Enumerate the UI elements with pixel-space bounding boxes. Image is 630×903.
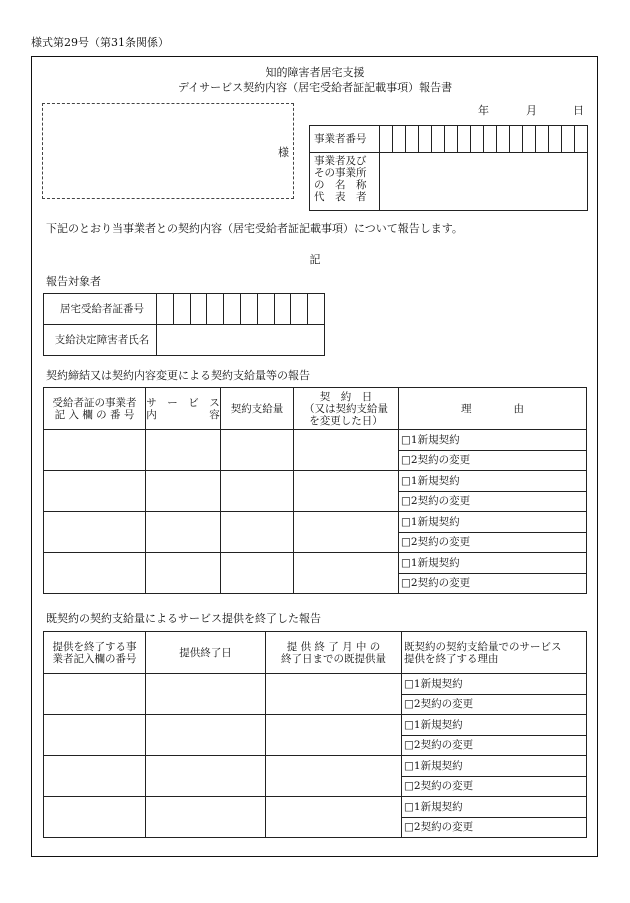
header-line: 既契約の契約支給量でのサービス <box>404 640 562 653</box>
col-header-cert-entry-number <box>44 388 146 430</box>
header-line: 記 入 欄 の 番 号 <box>54 408 135 421</box>
provider-name-label <box>310 153 380 211</box>
table-cell[interactable] <box>44 715 146 756</box>
cert-number-digit[interactable] <box>157 294 174 325</box>
table-cell[interactable] <box>221 430 294 471</box>
provider-name-label-line: その事業所 <box>314 167 367 179</box>
table-cell[interactable] <box>146 797 266 838</box>
col-header-contract-date <box>294 388 399 430</box>
subjects-table <box>43 293 325 356</box>
table-cell[interactable] <box>44 553 146 594</box>
reason-option-new-contract[interactable]: □1新規契約 <box>399 430 587 451</box>
provider-number-digit[interactable] <box>458 126 471 153</box>
reason-option-new-contract[interactable]: □1新規契約 <box>402 715 587 736</box>
reason-option-contract-change[interactable]: □2契約の変更 <box>399 532 587 553</box>
provider-number-digit[interactable] <box>380 126 393 153</box>
header-line: 提 供 終 了 月 中 の <box>286 640 381 653</box>
provider-name-label-line: 代 表 者 <box>314 191 367 203</box>
reason-option-contract-change[interactable]: □2契約の変更 <box>402 776 587 797</box>
reason-option-new-contract[interactable]: □1新規契約 <box>402 797 587 818</box>
table-cell[interactable] <box>266 674 402 715</box>
section1-heading: 契約締結又は契約内容変更による契約支給量等の報告 <box>46 369 310 382</box>
reason-option-contract-change[interactable]: □2契約の変更 <box>399 573 587 594</box>
provider-number-digit[interactable] <box>393 126 406 153</box>
col-header-end-date: 提供終了日 <box>146 632 266 674</box>
table-cell[interactable] <box>221 471 294 512</box>
table-cell[interactable] <box>266 756 402 797</box>
provider-number-digit[interactable] <box>445 126 458 153</box>
intro-text: 下記のとおり当事業者との契約内容（居宅受給者証記載事項）について報告します。 <box>46 222 463 235</box>
table-cell[interactable] <box>266 715 402 756</box>
provider-number-digit[interactable] <box>497 126 510 153</box>
provider-name-field[interactable] <box>380 153 588 211</box>
provider-number-digit[interactable] <box>562 126 575 153</box>
reason-option-new-contract[interactable]: □1新規契約 <box>402 756 587 777</box>
header-line: を変更した日） <box>309 414 383 427</box>
cert-number-digit[interactable] <box>173 294 190 325</box>
reason-option-contract-change[interactable]: □2契約の変更 <box>399 491 587 512</box>
table-cell[interactable] <box>266 797 402 838</box>
reason-option-contract-change[interactable]: □2契約の変更 <box>402 735 587 756</box>
table-cell[interactable] <box>44 674 146 715</box>
table-cell[interactable] <box>146 430 221 471</box>
provider-number-digit[interactable] <box>510 126 523 153</box>
section2-heading: 既契約の契約支給量によるサービス提供を終了した報告 <box>46 612 321 625</box>
header-line: 業者記入欄の番号 <box>52 652 137 665</box>
table-cell[interactable] <box>294 553 399 594</box>
cert-number-digit[interactable] <box>274 294 291 325</box>
ki-label: 記 <box>309 253 321 266</box>
reason-option-new-contract[interactable]: □1新規契約 <box>399 512 587 533</box>
cert-number-label: 居宅受給者証番号 <box>44 294 157 325</box>
recipient-name-field[interactable] <box>157 325 325 356</box>
date-year-label: 年 <box>478 104 489 117</box>
table-cell[interactable] <box>294 512 399 553</box>
form-title-line1: 知的障害者居宅支援 <box>265 66 365 79</box>
form-number: 様式第29号（第31条関係） <box>31 36 169 49</box>
date-month-label: 月 <box>526 104 537 117</box>
header-line: 提供を終了する理由 <box>404 652 499 665</box>
provider-number-digit[interactable] <box>549 126 562 153</box>
addressee-box[interactable] <box>42 103 294 199</box>
header-line: 受給者証の事業者 <box>52 396 137 409</box>
header-line: （又は契約支給量 <box>304 402 388 415</box>
header-line: 提供を終了する事 <box>52 640 137 653</box>
provider-number-digit[interactable] <box>575 126 588 153</box>
table-cell[interactable] <box>44 512 146 553</box>
addressee-suffix: 様 <box>278 146 289 159</box>
reason-option-new-contract[interactable]: □1新規契約 <box>402 674 587 695</box>
table-cell[interactable] <box>146 553 221 594</box>
subjects-heading: 報告対象者 <box>46 275 101 288</box>
provider-number-digit[interactable] <box>406 126 419 153</box>
form-title-line2: デイサービス契約内容（居宅受給者証記載事項）報告書 <box>177 81 453 94</box>
table-cell[interactable] <box>44 430 146 471</box>
cert-number-digit[interactable] <box>257 294 274 325</box>
reason-option-contract-change[interactable]: □2契約の変更 <box>399 450 587 471</box>
table-cell[interactable] <box>146 471 221 512</box>
table-cell[interactable] <box>146 674 266 715</box>
header-line: 契 約 日 <box>319 390 373 403</box>
provider-name-label-line: の 名 称 <box>314 179 367 191</box>
date-day-label: 日 <box>573 104 584 117</box>
reason-option-contract-change[interactable]: □2契約の変更 <box>402 694 587 715</box>
provider-name-label-line: 事業者及び <box>314 155 367 167</box>
reason-option-contract-change[interactable]: □2契約の変更 <box>402 817 587 838</box>
table-cell[interactable] <box>146 715 266 756</box>
table-cell[interactable] <box>221 512 294 553</box>
contract-report-table <box>43 387 587 594</box>
cert-number-digit[interactable] <box>207 294 224 325</box>
provider-number-label: 事業者番号 <box>310 126 380 153</box>
provider-number-digit[interactable] <box>484 126 497 153</box>
cert-number-digit[interactable] <box>224 294 241 325</box>
col-header-termination-reason <box>402 632 587 674</box>
col-header-service-content <box>146 388 221 430</box>
provider-number-digit[interactable] <box>432 126 445 153</box>
provider-table <box>309 125 588 211</box>
service-termination-table <box>43 631 587 838</box>
table-cell[interactable] <box>146 512 221 553</box>
table-cell[interactable] <box>294 471 399 512</box>
col-header-reason: 理 由 <box>399 388 587 430</box>
reason-option-new-contract[interactable]: □1新規契約 <box>399 471 587 492</box>
header-line: 内 容 <box>146 408 220 421</box>
header-line: サ ー ビ ス <box>146 396 220 409</box>
table-cell[interactable] <box>221 553 294 594</box>
header-line: 終了日までの既提供量 <box>281 652 386 665</box>
provider-number-digit[interactable] <box>471 126 484 153</box>
table-cell[interactable] <box>294 430 399 471</box>
cert-number-digit[interactable] <box>190 294 207 325</box>
table-cell[interactable] <box>44 797 146 838</box>
table-cell[interactable] <box>44 471 146 512</box>
col-header-provided-amount <box>266 632 402 674</box>
provider-number-digit[interactable] <box>523 126 536 153</box>
table-cell[interactable] <box>146 756 266 797</box>
cert-number-digit[interactable] <box>308 294 325 325</box>
provider-number-digit[interactable] <box>419 126 432 153</box>
cert-number-digit[interactable] <box>240 294 257 325</box>
provider-number-digit[interactable] <box>536 126 549 153</box>
col-header-contract-amount: 契約支給量 <box>221 388 294 430</box>
cert-number-digit[interactable] <box>291 294 308 325</box>
table-cell[interactable] <box>44 756 146 797</box>
recipient-name-label: 支給決定障害者氏名 <box>44 325 157 356</box>
col-header-terminating-entry-number <box>44 632 146 674</box>
reason-option-new-contract[interactable]: □1新規契約 <box>399 553 587 574</box>
